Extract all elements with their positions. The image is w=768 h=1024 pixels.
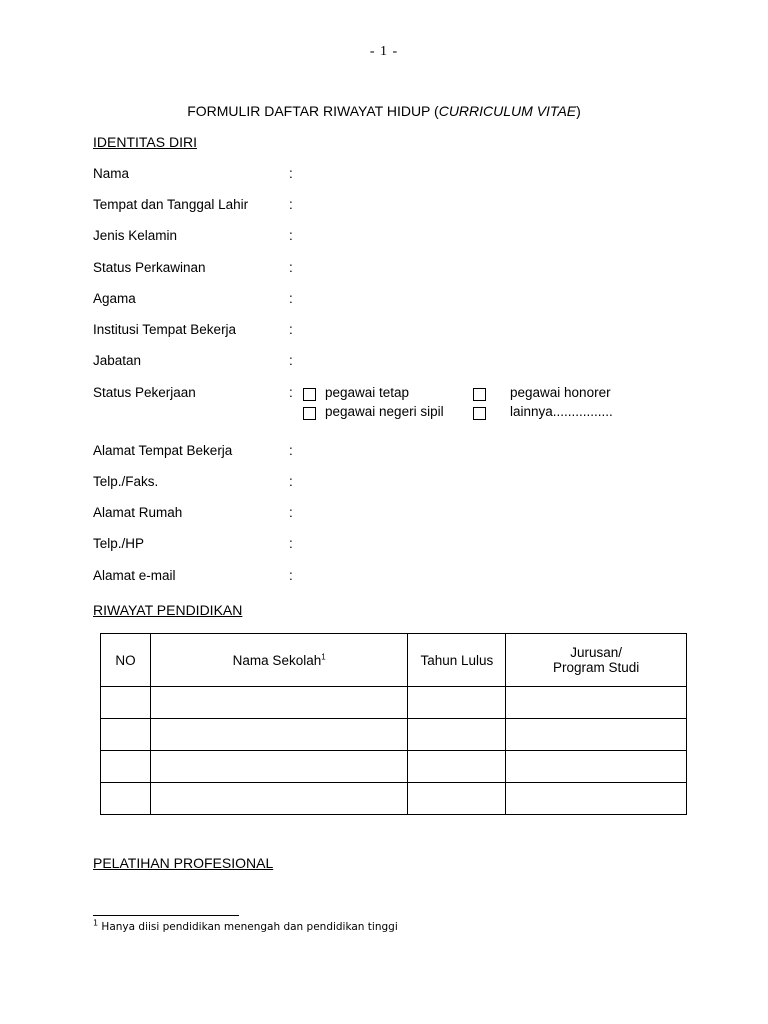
section-pelatihan-profesional: PELATIHAN PROFESIONAL bbox=[93, 855, 274, 871]
cell-no[interactable] bbox=[101, 719, 151, 751]
colon-jabatan: : bbox=[289, 353, 293, 368]
label-status-perkawinan: Status Perkawinan bbox=[93, 260, 206, 275]
colon-nama: : bbox=[289, 166, 293, 181]
label-nama: Nama bbox=[93, 166, 130, 181]
colon-jenis-kelamin: : bbox=[289, 228, 293, 243]
cell-no[interactable] bbox=[101, 751, 151, 783]
table-row bbox=[101, 687, 687, 719]
label-tempat-tanggal-lahir: Tempat dan Tanggal Lahir bbox=[93, 197, 249, 212]
form-title-end: ) bbox=[576, 103, 581, 119]
label-agama: Agama bbox=[93, 291, 136, 306]
colon-alamat-email: : bbox=[289, 568, 293, 583]
option-pegawai-honorer: pegawai honorer bbox=[510, 385, 611, 400]
cell-nama-sekolah[interactable] bbox=[150, 783, 408, 815]
option-pegawai-tetap: pegawai tetap bbox=[325, 385, 410, 400]
label-alamat-email: Alamat e-mail bbox=[93, 568, 176, 583]
colon-telp-faks: : bbox=[289, 474, 293, 489]
footnote-ref-marker: 1 bbox=[321, 652, 326, 661]
header-jurusan bbox=[506, 634, 687, 687]
label-alamat-rumah: Alamat Rumah bbox=[93, 505, 183, 520]
label-alamat-tempat-bekerja: Alamat Tempat Bekerja bbox=[93, 443, 233, 458]
colon-institusi-tempat-bekerja: : bbox=[289, 322, 293, 337]
label-telp-faks: Telp./Faks. bbox=[93, 474, 159, 489]
cell-jurusan[interactable] bbox=[506, 751, 687, 783]
page-number: - 1 - bbox=[369, 44, 399, 59]
checkbox-pegawai-tetap[interactable] bbox=[303, 388, 316, 401]
table-header-row bbox=[101, 634, 687, 687]
checkbox-pegawai-negeri-sipil[interactable] bbox=[303, 407, 316, 420]
cell-no[interactable] bbox=[101, 783, 151, 815]
cell-no[interactable] bbox=[101, 687, 151, 719]
header-no: NO bbox=[101, 634, 151, 687]
colon-status-pekerjaan: : bbox=[289, 385, 293, 400]
option-lainnya: lainnya................ bbox=[510, 404, 613, 419]
header-nama-sekolah bbox=[150, 634, 408, 687]
colon-agama: : bbox=[289, 291, 293, 306]
footnote bbox=[93, 918, 398, 933]
header-tahun-lulus: Tahun Lulus bbox=[408, 634, 506, 687]
table-row bbox=[101, 783, 687, 815]
cell-jurusan[interactable] bbox=[506, 783, 687, 815]
footnote-marker: 1 bbox=[93, 918, 99, 928]
option-pegawai-negeri-sipil: pegawai negeri sipil bbox=[325, 404, 444, 419]
cell-tahun-lulus[interactable] bbox=[408, 783, 506, 815]
header-nama-sekolah-text: Nama Sekolah bbox=[232, 652, 322, 668]
education-table bbox=[100, 633, 687, 815]
section-riwayat-pendidikan: RIWAYAT PENDIDIKAN bbox=[93, 602, 243, 618]
table-row bbox=[101, 719, 687, 751]
label-institusi-tempat-bekerja: Institusi Tempat Bekerja bbox=[93, 322, 237, 337]
label-jabatan: Jabatan bbox=[93, 353, 142, 368]
footnote-text: Hanya diisi pendidikan menengah dan pendidikan tinggi bbox=[98, 921, 398, 933]
label-status-pekerjaan: Status Pekerjaan bbox=[93, 385, 196, 400]
table-row bbox=[101, 751, 687, 783]
header-jurusan-line1: Jurusan/ bbox=[570, 645, 623, 660]
label-jenis-kelamin: Jenis Kelamin bbox=[93, 228, 178, 243]
colon-alamat-rumah: : bbox=[289, 505, 293, 520]
header-jurusan-line2: Program Studi bbox=[552, 660, 640, 675]
cell-nama-sekolah[interactable] bbox=[150, 719, 408, 751]
label-telp-hp: Telp./HP bbox=[93, 536, 145, 551]
cell-jurusan[interactable] bbox=[506, 719, 687, 751]
form-title-italic: CURRICULUM VITAE bbox=[438, 103, 577, 119]
cell-nama-sekolah[interactable] bbox=[150, 687, 408, 719]
form-title-main: FORMULIR DAFTAR RIWAYAT HIDUP ( bbox=[187, 103, 439, 119]
footnote-divider bbox=[93, 915, 239, 916]
colon-alamat-tempat-bekerja: : bbox=[289, 443, 293, 458]
cell-nama-sekolah[interactable] bbox=[150, 751, 408, 783]
checkbox-pegawai-honorer[interactable] bbox=[473, 388, 486, 401]
cell-tahun-lulus[interactable] bbox=[408, 751, 506, 783]
cell-tahun-lulus[interactable] bbox=[408, 687, 506, 719]
colon-telp-hp: : bbox=[289, 536, 293, 551]
form-title bbox=[0, 103, 768, 119]
cell-tahun-lulus[interactable] bbox=[408, 719, 506, 751]
colon-tempat-tanggal-lahir: : bbox=[289, 197, 293, 212]
cell-jurusan[interactable] bbox=[506, 687, 687, 719]
section-identitas-diri: IDENTITAS DIRI bbox=[93, 134, 197, 150]
colon-status-perkawinan: : bbox=[289, 260, 293, 275]
checkbox-lainnya[interactable] bbox=[473, 407, 486, 420]
